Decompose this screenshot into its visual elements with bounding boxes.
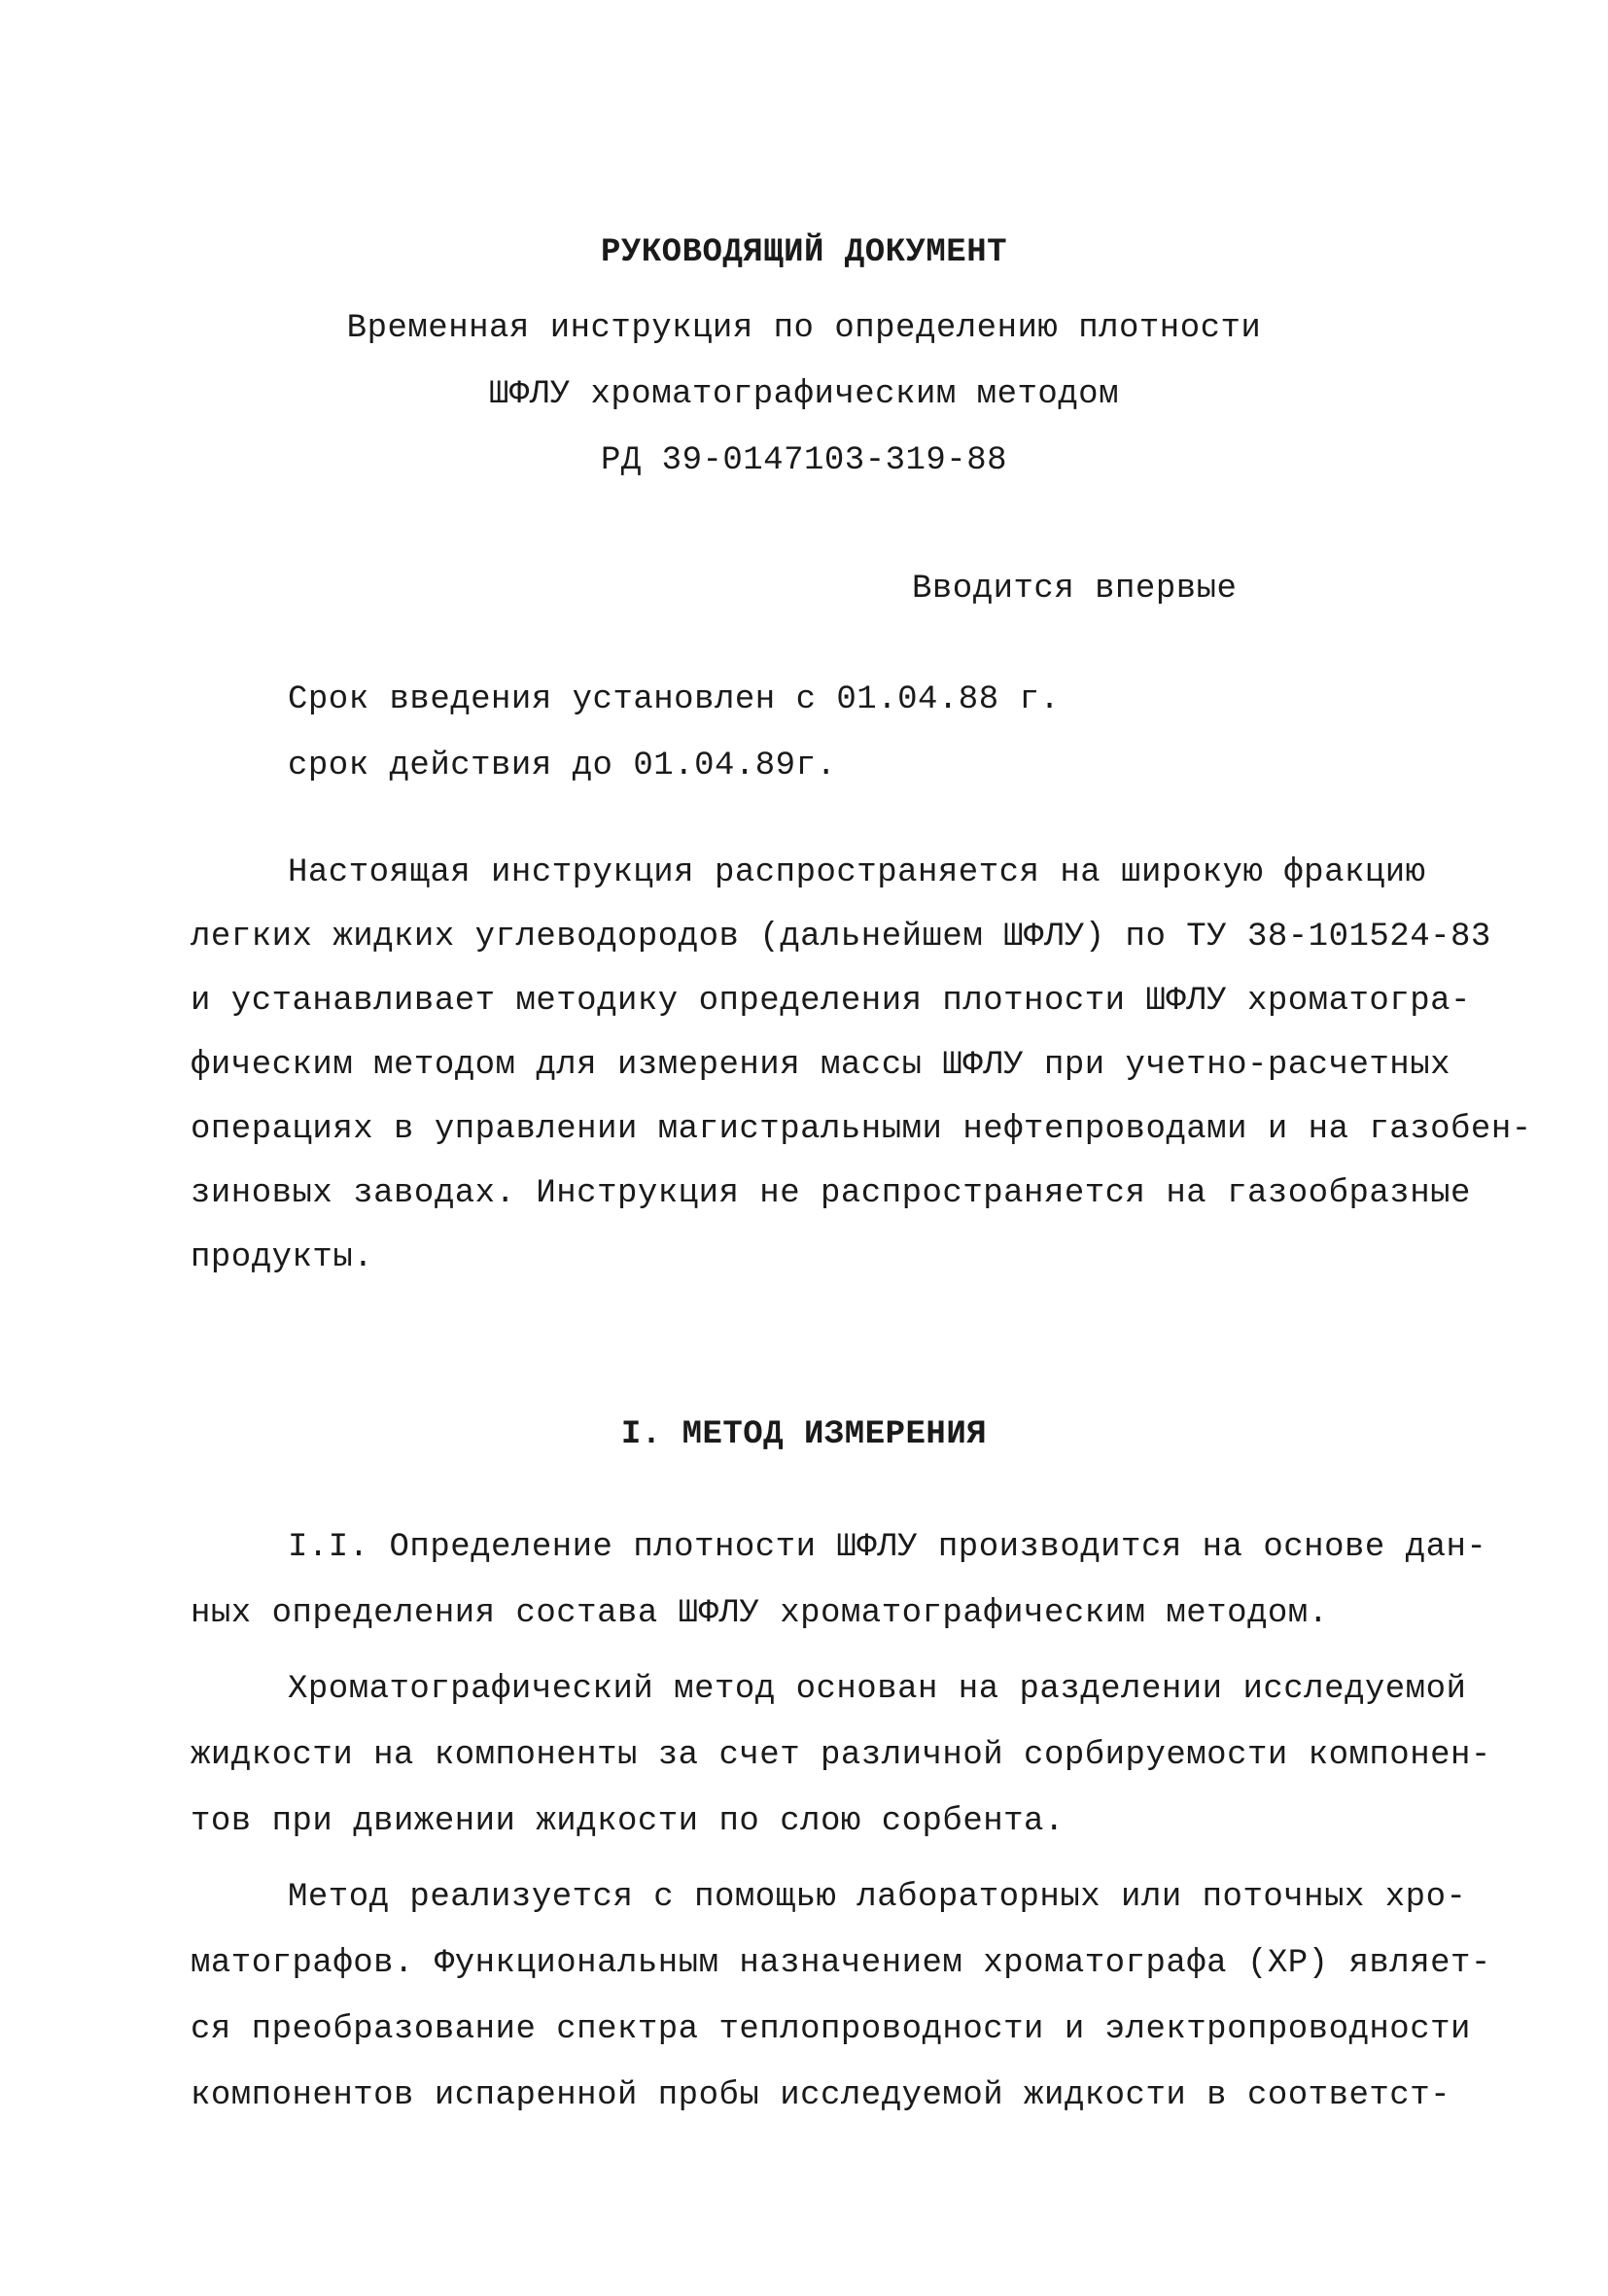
section-paragraph-line: Хроматографический метод основан на разделении исследуемой	[288, 1671, 1467, 1708]
section-paragraph-line: тов при движении жидкости по слою сорбента.	[191, 1803, 1065, 1840]
title-line-2: ШФЛУ хроматографическим методом	[488, 376, 1119, 413]
section-paragraph-line: матографов. Функциональным назначением хроматографа (ХР) являет-	[191, 1945, 1491, 1982]
scope-line: Настоящая инструкция распространяется на широкую фракцию	[288, 854, 1426, 891]
scope-line: операциях в управлении магистральными нефтепроводами и на газобен-	[191, 1111, 1532, 1148]
document-type: РУКОВОДЯЩИЙ ДОКУМЕНТ	[600, 234, 1008, 271]
first-time-note: Вводится впервые	[912, 571, 1238, 608]
valid-until: срок действия до 01.04.89г.	[288, 748, 837, 784]
scope-line: продукты.	[191, 1239, 374, 1276]
section-paragraph-line: ных определения состава ШФЛУ хроматографическим методом.	[191, 1595, 1329, 1632]
scope-line: зиновых заводах. Инструкция не распространяется на газообразные	[191, 1175, 1471, 1212]
document-code: РД 39-0147103-319-88	[600, 442, 1008, 479]
section-paragraph-line: жидкости на компоненты за счет различной сорбируемости компонен-	[191, 1737, 1491, 1774]
scope-line: и устанавливает методику определения плотности ШФЛУ хроматогра-	[191, 983, 1471, 1020]
section-paragraph-line: I.I. Определение плотности ШФЛУ производится на основе дан-	[288, 1529, 1487, 1566]
section-paragraph-line: ся преобразование спектра теплопроводности и электропроводности	[191, 2011, 1471, 2048]
scope-line: легких жидких углеводородов (дальнейшем ШФЛУ) по ТУ 38-101524-83	[191, 919, 1491, 956]
section-heading: I. МЕТОД ИЗМЕРЕНИЯ	[620, 1416, 988, 1453]
section-paragraph-line: Метод реализуется с помощью лабораторных или поточных хро-	[288, 1879, 1467, 1916]
intro-date: Срок введения установлен с 01.04.88 г.	[288, 681, 1061, 718]
section-paragraph-line: компонентов испаренной пробы исследуемой жидкости в соответст-	[191, 2077, 1451, 2114]
scope-line: фическим методом для измерения массы ШФЛУ при учетно-расчетных	[191, 1047, 1451, 1084]
title-line-1: Временная инструкция по определению плотности	[346, 310, 1262, 347]
